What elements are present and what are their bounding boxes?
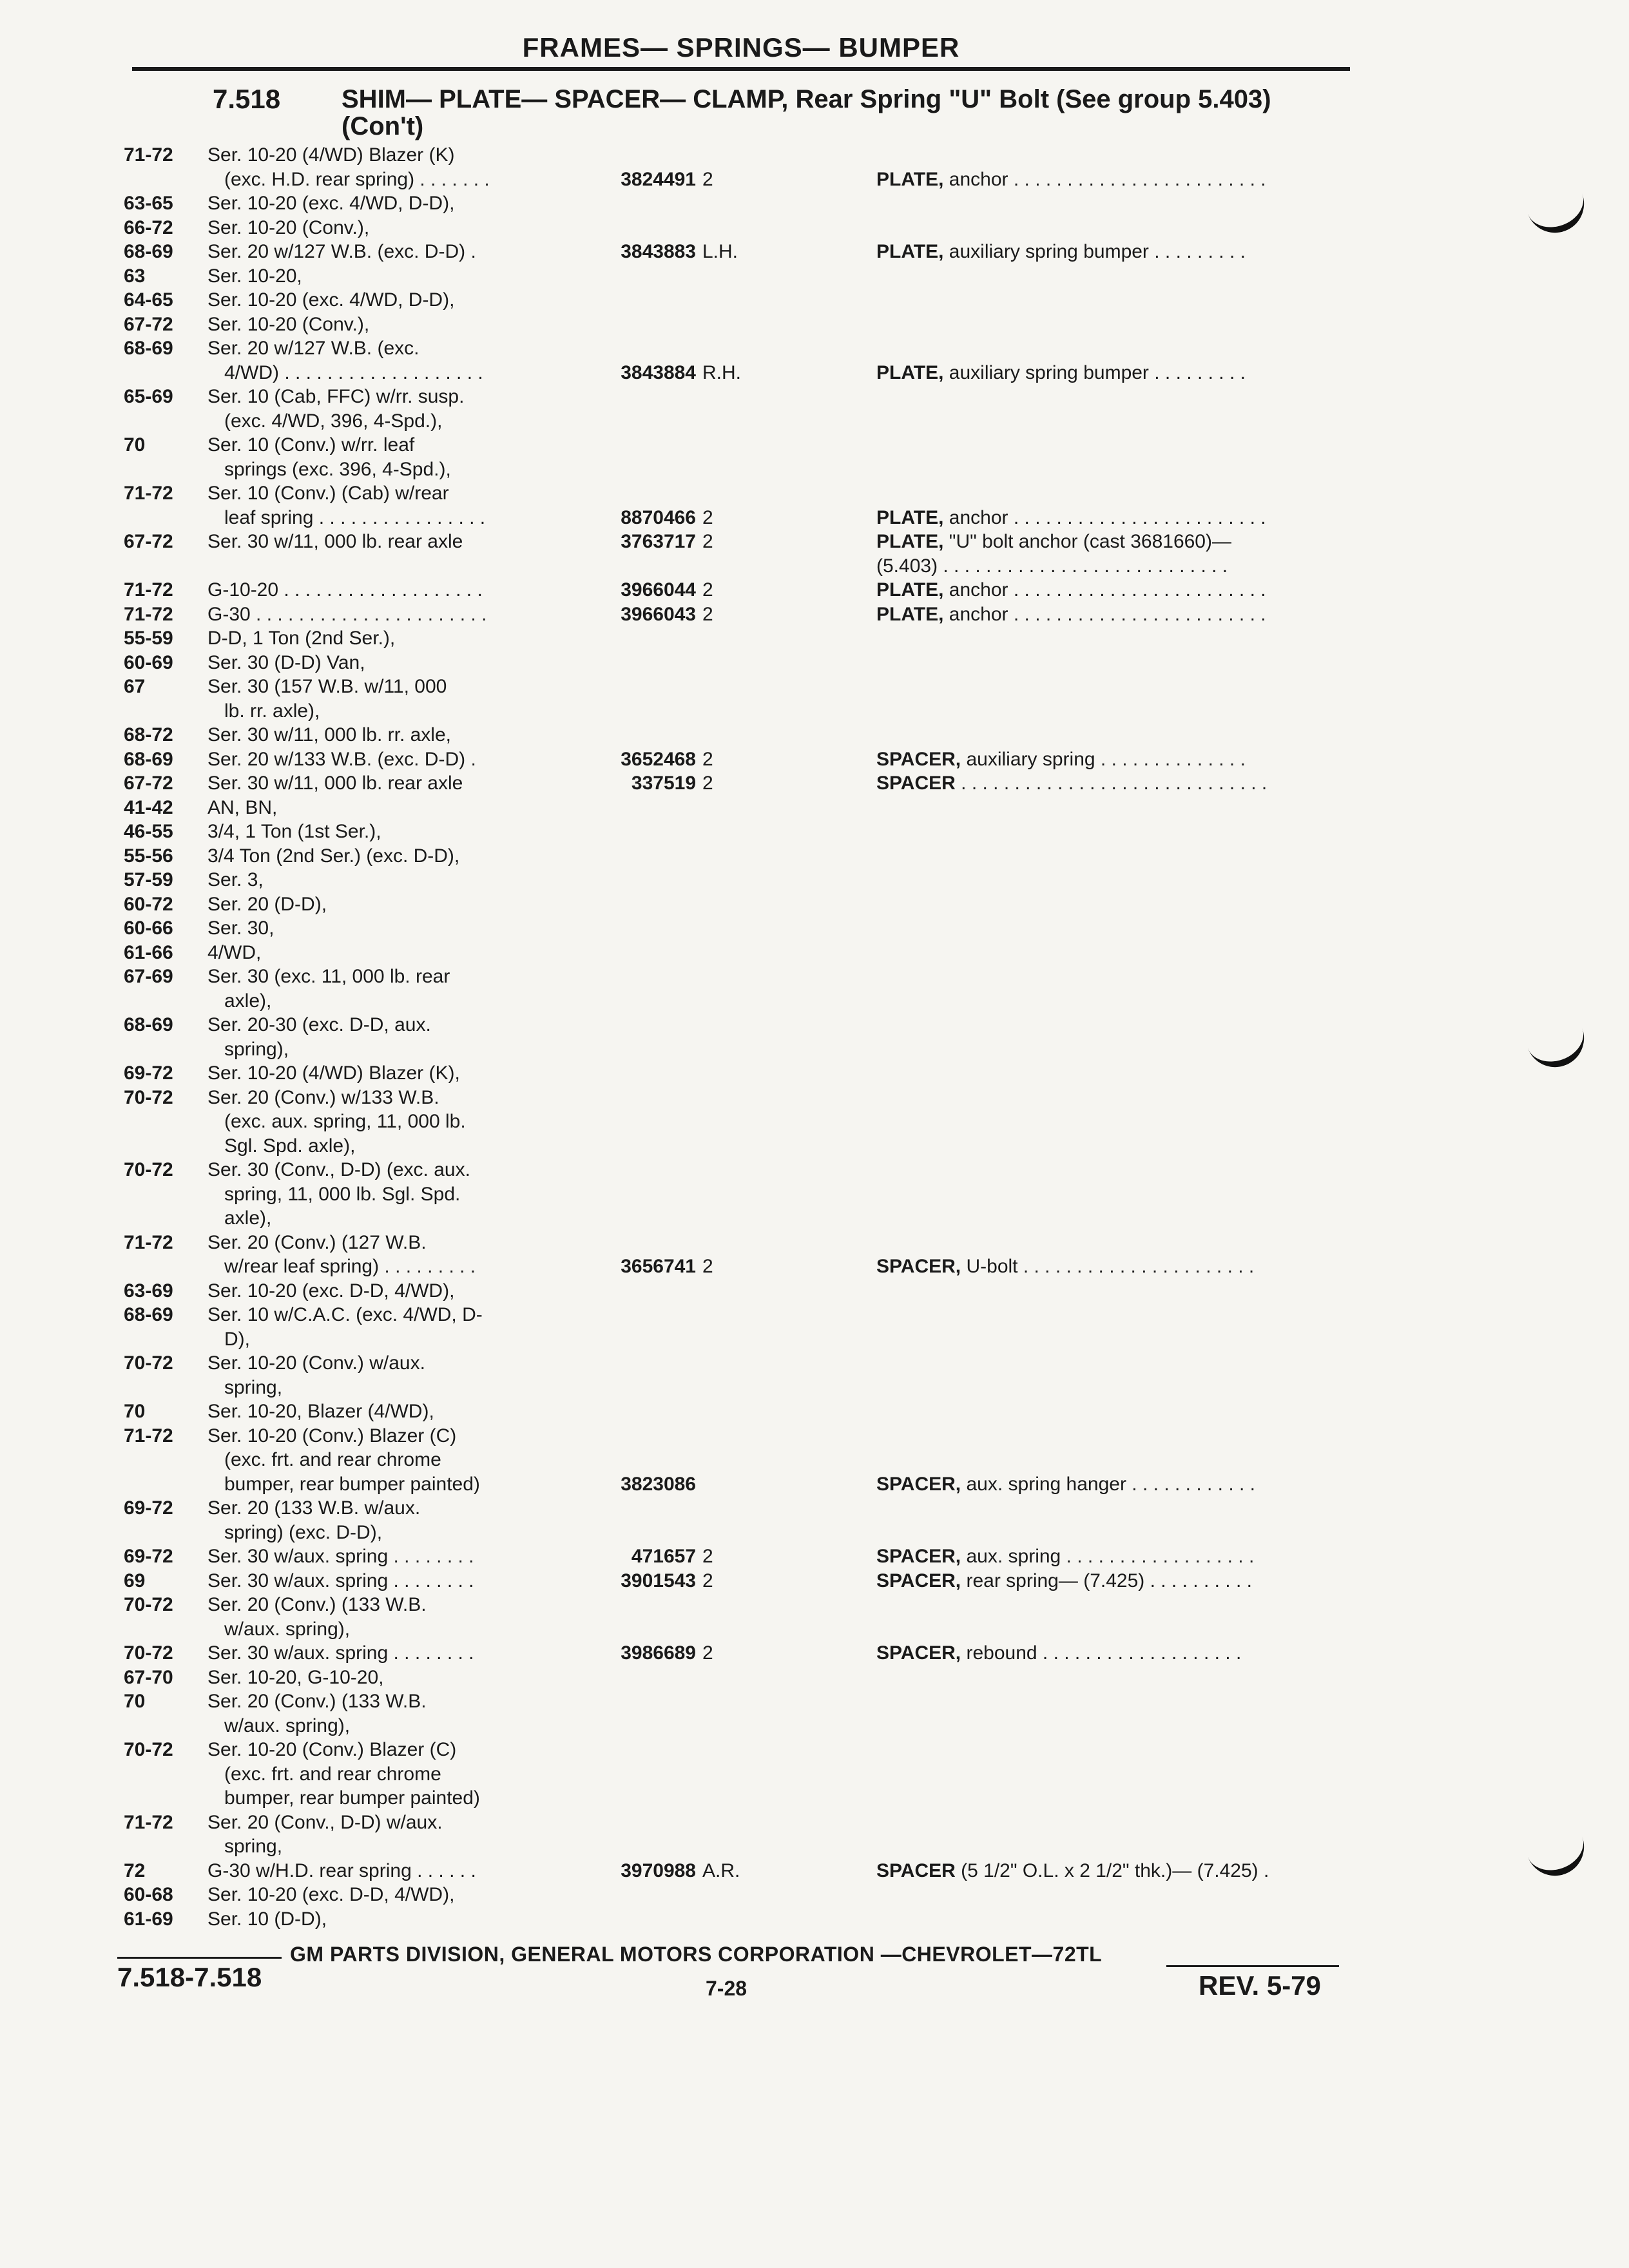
application-description: spring, (224, 1376, 283, 1398)
table-row (0, 1061, 1629, 1086)
footer-rule-left (117, 1957, 282, 1959)
part-number: 3901543 (621, 1570, 696, 1591)
application-description: Ser. 20 (Conv., D-D) w/aux. (207, 1811, 443, 1833)
part-name-keyword: PLATE, (876, 361, 944, 383)
application-description: Ser. 30 w/aux. spring . . . . . . . . (207, 1546, 474, 1567)
model-years: 71-72 (124, 1811, 173, 1833)
part-name (876, 554, 1353, 579)
table-row (0, 1834, 1629, 1859)
table-row (0, 1351, 1629, 1376)
application-description: Ser. 30 w/11, 000 lb. rr. axle, (207, 724, 451, 745)
part-name (876, 1859, 1353, 1883)
application-description: Ser. 30 w/11, 000 lb. rear axle (207, 531, 463, 552)
part-name-keyword: PLATE, (876, 506, 944, 528)
quantity: 2 (702, 579, 713, 601)
part-name (876, 1472, 1353, 1497)
table-row (0, 288, 1629, 312)
table-row (0, 1593, 1629, 1617)
model-years: 41-42 (124, 796, 173, 818)
model-years: 60-66 (124, 918, 173, 939)
table-row (0, 1496, 1629, 1521)
application-description: Ser. 20 w/127 W.B. (exc. (207, 338, 419, 359)
model-years: 68-69 (124, 338, 173, 359)
application-description: Ser. 20 w/133 W.B. (exc. D-D) . (207, 748, 476, 770)
part-number: 3652468 (621, 748, 696, 770)
table-row (0, 1472, 1629, 1497)
application-description: Ser. 20 (Conv.) (133 W.B. (207, 1594, 427, 1615)
table-row (0, 1569, 1629, 1593)
table-row (0, 1279, 1629, 1303)
quantity: 2 (702, 1642, 713, 1664)
table-row (0, 1666, 1629, 1690)
section-number: 7.518 (213, 84, 281, 114)
application-description: 4/WD, (207, 941, 262, 963)
quantity: 2 (702, 748, 713, 770)
quantity: 2 (702, 773, 713, 794)
application-description: 3/4, 1 Ton (1st Ser.), (207, 821, 381, 842)
table-row (0, 965, 1629, 989)
application-description: Ser. 20 (Conv.) (127 W.B. (207, 1231, 427, 1253)
application-description: Ser. 30 (exc. 11, 000 lb. rear (207, 966, 450, 987)
header-rule (132, 67, 1350, 71)
table-row (0, 554, 1629, 579)
model-years: 67-72 (124, 531, 173, 552)
footer-rule-right (1166, 1965, 1339, 1967)
application-description: Ser. 10-20, G-10-20, (207, 1666, 384, 1688)
application-description: Ser. 30, (207, 918, 275, 939)
application-description: axle), (224, 990, 272, 1012)
part-name (876, 1544, 1353, 1569)
table-row (0, 1134, 1629, 1158)
part-number: 3970988 (621, 1860, 696, 1881)
model-years: 71-72 (124, 1425, 173, 1446)
model-years: 71-72 (124, 579, 173, 601)
table-row (0, 989, 1629, 1014)
part-number: 3763717 (621, 531, 696, 552)
table-row (0, 506, 1629, 530)
model-years: 69-72 (124, 1062, 173, 1084)
part-number: 337519 (631, 773, 696, 794)
quantity: 2 (702, 1570, 713, 1591)
application-description: D), (224, 1328, 250, 1350)
part-name (876, 771, 1353, 796)
table-row (0, 1738, 1629, 1762)
application-description: Ser. 10-20, Blazer (4/WD), (207, 1401, 434, 1422)
part-name-detail: rebound . . . . . . . . . . . . . . . . . . . (961, 1642, 1242, 1664)
part-name (876, 1254, 1353, 1279)
table-row (0, 264, 1629, 289)
part-number: 3966044 (621, 579, 696, 601)
part-number: 471657 (631, 1546, 696, 1567)
table-row (0, 385, 1629, 409)
application-description: Sgl. Spd. axle), (224, 1135, 356, 1157)
table-row (0, 1859, 1629, 1883)
part-name-keyword: SPACER, (876, 1546, 961, 1567)
application-description: spring) (exc. D-D), (224, 1521, 383, 1543)
model-years: 70-72 (124, 1642, 173, 1664)
model-years: 46-55 (124, 821, 173, 842)
model-years: 70 (124, 434, 146, 456)
part-name-keyword: SPACER, (876, 1256, 961, 1277)
application-description: (exc. 4/WD, 396, 4-Spd.), (224, 410, 443, 432)
table-row (0, 723, 1629, 747)
part-name-keyword: SPACER, (876, 1473, 961, 1495)
model-years: 68-72 (124, 724, 173, 745)
table-row (0, 1907, 1629, 1932)
table-row (0, 1376, 1629, 1400)
application-description: spring, (224, 1836, 283, 1857)
table-row (0, 675, 1629, 699)
table-row (0, 651, 1629, 675)
table-row (0, 481, 1629, 506)
part-name-detail: anchor . . . . . . . . . . . . . . . . . . . . . . . . (943, 603, 1266, 625)
application-description: 3/4 Ton (2nd Ser.) (exc. D-D), (207, 845, 460, 867)
model-years: 70 (124, 1691, 146, 1712)
model-years: 60-72 (124, 893, 173, 915)
application-description: Ser. 10-20 (Conv.) Blazer (C) (207, 1425, 457, 1446)
application-description: Ser. 30 w/aux. spring . . . . . . . . (207, 1570, 474, 1591)
model-years: 70-72 (124, 1739, 173, 1760)
page-header: FRAMES— SPRINGS— BUMPER (522, 32, 960, 62)
table-row (0, 1521, 1629, 1545)
model-years: 70 (124, 1401, 146, 1422)
application-description: Ser. 30 (Conv., D-D) (exc. aux. (207, 1159, 470, 1180)
application-description: Ser. 30 (D-D) Van, (207, 651, 365, 673)
table-row (0, 1424, 1629, 1448)
table-row (0, 1399, 1629, 1424)
table-row (0, 1086, 1629, 1110)
application-description: Ser. 10-20 (4/WD) Blazer (K) (207, 144, 455, 166)
part-name (876, 578, 1353, 602)
model-years: 67 (124, 676, 146, 697)
part-name-detail: U-bolt . . . . . . . . . . . . . . . . . . . . . . (961, 1256, 1255, 1277)
model-years: 67-69 (124, 966, 173, 987)
model-years: 63 (124, 265, 146, 287)
application-description: (exc. frt. and rear chrome (224, 1449, 441, 1470)
part-name-detail: "U" bolt anchor (cast 3681660)— (943, 531, 1231, 552)
application-description: (exc. H.D. rear spring) . . . . . . . (224, 168, 490, 190)
part-name-detail: auxiliary spring bumper . . . . . . . . . (943, 361, 1246, 383)
part-number: 3843883 (621, 241, 696, 262)
table-row (0, 941, 1629, 965)
part-number: 3966043 (621, 603, 696, 625)
model-years: 61-66 (124, 941, 173, 963)
quantity: 2 (702, 531, 713, 552)
table-row (0, 1327, 1629, 1352)
table-row (0, 844, 1629, 869)
application-description: Ser. 30 w/aux. spring . . . . . . . . (207, 1642, 474, 1664)
application-description: Ser. 20 (D-D), (207, 893, 327, 915)
model-years: 57-59 (124, 869, 173, 890)
application-description: Ser. 20 (133 W.B. w/aux. (207, 1497, 421, 1519)
table-row (0, 1037, 1629, 1062)
table-row (0, 1231, 1629, 1255)
application-description: Ser. 10-20 (4/WD) Blazer (K), (207, 1062, 460, 1084)
model-years: 65-69 (124, 386, 173, 407)
table-row (0, 191, 1629, 216)
application-description: Ser. 10 (Conv.) w/rr. leaf (207, 434, 415, 456)
model-years: 68-69 (124, 1014, 173, 1035)
quantity: A.R. (702, 1860, 740, 1881)
application-description: Ser. 10-20 (Conv.) Blazer (C) (207, 1739, 457, 1760)
part-name-keyword: PLATE, (876, 531, 944, 552)
application-description: Ser. 30 (157 W.B. w/11, 000 (207, 676, 447, 697)
table-row (0, 1448, 1629, 1472)
table-row (0, 1013, 1629, 1037)
part-name-keyword: SPACER, (876, 1642, 961, 1664)
model-years: 70-72 (124, 1086, 173, 1108)
section-title: SHIM— PLATE— SPACER— CLAMP, Rear Spring "U" Bolt (See group 5.403) (Con't) (342, 85, 1271, 140)
table-row (0, 1254, 1629, 1279)
part-name-keyword: PLATE, (876, 241, 944, 262)
table-row (0, 602, 1629, 627)
model-years: 72 (124, 1860, 146, 1881)
table-row (0, 1158, 1629, 1182)
table-row (0, 699, 1629, 724)
application-description: w/rear leaf spring) . . . . . . . . . (224, 1256, 476, 1277)
model-years: 69-72 (124, 1546, 173, 1567)
table-row (0, 216, 1629, 240)
part-name (876, 747, 1353, 772)
model-years: 68-69 (124, 241, 173, 262)
part-name-detail: (5.403) . . . . . . . . . . . . . . . . . . . . . . . . . . . (876, 555, 1228, 577)
application-description: Ser. 10-20 (exc. D-D, 4/WD), (207, 1280, 455, 1302)
model-years: 71-72 (124, 483, 173, 504)
part-number: 3656741 (621, 1256, 696, 1277)
application-description: Ser. 10-20 (exc. D-D, 4/WD), (207, 1884, 455, 1905)
part-name-keyword: PLATE, (876, 603, 944, 625)
quantity: R.H. (702, 361, 741, 383)
table-row (0, 892, 1629, 917)
table-row (0, 530, 1629, 554)
application-description: AN, BN, (207, 796, 278, 818)
table-row (0, 771, 1629, 796)
table-row (0, 1714, 1629, 1738)
model-years: 67-70 (124, 1666, 173, 1688)
part-name-detail: aux. spring . . . . . . . . . . . . . . . . . . (961, 1546, 1255, 1567)
table-row (0, 1762, 1629, 1787)
application-description: Ser. 10 w/C.A.C. (exc. 4/WD, D- (207, 1304, 483, 1325)
model-years: 69 (124, 1570, 146, 1591)
part-number: 3843884 (621, 361, 696, 383)
table-row (0, 1786, 1629, 1811)
model-years: 67-72 (124, 313, 173, 335)
model-years: 70-72 (124, 1352, 173, 1374)
application-description: leaf spring . . . . . . . . . . . . . . . . (224, 506, 486, 528)
part-name (876, 361, 1353, 385)
application-description: axle), (224, 1207, 272, 1229)
table-row (0, 336, 1629, 361)
quantity: 2 (702, 1256, 713, 1277)
application-description: bumper, rear bumper painted) (224, 1787, 480, 1809)
part-number: 8870466 (621, 506, 696, 528)
table-row (0, 1110, 1629, 1134)
table-row (0, 916, 1629, 941)
table-row (0, 626, 1629, 651)
model-years: 63-65 (124, 193, 173, 214)
application-description: spring), (224, 1038, 289, 1060)
part-name-detail: auxiliary spring . . . . . . . . . . . . . . (961, 748, 1246, 770)
application-description: Ser. 20 (Conv.) w/133 W.B. (207, 1086, 439, 1108)
table-row (0, 868, 1629, 892)
application-description: Ser. 10 (Conv.) (Cab) w/rear (207, 483, 449, 504)
model-years: 71-72 (124, 603, 173, 625)
model-years: 60-69 (124, 651, 173, 673)
table-row (0, 409, 1629, 434)
table-row (0, 1641, 1629, 1666)
part-name-detail: aux. spring hanger . . . . . . . . . . . . (961, 1473, 1256, 1495)
application-description: spring, 11, 000 lb. Sgl. Spd. (224, 1183, 461, 1205)
table-row (0, 747, 1629, 772)
table-row (0, 796, 1629, 820)
model-years: 70-72 (124, 1159, 173, 1180)
quantity: 2 (702, 603, 713, 625)
application-description: G-30 w/H.D. rear spring . . . . . . (207, 1860, 476, 1881)
application-description: Ser. 20-30 (exc. D-D, aux. (207, 1014, 431, 1035)
part-name (876, 1569, 1353, 1593)
application-description: (exc. aux. spring, 11, 000 lb. (224, 1111, 466, 1132)
table-row (0, 1689, 1629, 1714)
model-years: 55-56 (124, 845, 173, 867)
application-description: Ser. 10-20 (exc. 4/WD, D-D), (207, 193, 455, 214)
model-years: 63-69 (124, 1280, 173, 1302)
application-description: w/aux. spring), (224, 1715, 351, 1736)
table-row (0, 1544, 1629, 1569)
table-row (0, 143, 1629, 168)
model-years: 64-65 (124, 289, 173, 311)
table-row (0, 361, 1629, 385)
application-description: Ser. 10 (Cab, FFC) w/rr. susp. (207, 386, 465, 407)
model-years: 67-72 (124, 773, 173, 794)
part-name-keyword: SPACER (876, 773, 956, 794)
application-description: Ser. 30 w/11, 000 lb. rear axle (207, 773, 463, 794)
model-years: 68-69 (124, 748, 173, 770)
table-row (0, 240, 1629, 264)
application-description: 4/WD) . . . . . . . . . . . . . . . . . . . (224, 361, 483, 383)
table-row (0, 1617, 1629, 1642)
part-name (876, 506, 1353, 530)
application-description: G-30 . . . . . . . . . . . . . . . . . . . . . . (207, 603, 487, 625)
table-row (0, 1206, 1629, 1231)
part-number: 3986689 (621, 1642, 696, 1664)
part-name (876, 240, 1353, 264)
quantity: 2 (702, 506, 713, 528)
part-name-detail: . . . . . . . . . . . . . . . . . . . . . . . . . . . . . (955, 773, 1268, 794)
part-name-detail: (5 1/2" O.L. x 2 1/2" thk.)— (7.425) . (955, 1860, 1269, 1881)
table-row (0, 578, 1629, 602)
application-description: Ser. 10-20, (207, 265, 302, 287)
application-description: Ser. 20 w/127 W.B. (exc. D-D) . (207, 241, 476, 262)
table-row (0, 1883, 1629, 1907)
quantity: L.H. (702, 241, 738, 262)
application-description: Ser. 10-20 (Conv.), (207, 216, 370, 238)
footer-page-number: 7-28 (706, 1977, 747, 2000)
footer-range: 7.518-7.518 (117, 1962, 262, 1992)
application-description: bumper, rear bumper painted) (224, 1473, 480, 1495)
part-name-detail: anchor . . . . . . . . . . . . . . . . . . . . . . . . (943, 579, 1266, 601)
part-name (876, 602, 1353, 627)
quantity: 2 (702, 1546, 713, 1567)
model-years: 68-69 (124, 1304, 173, 1325)
part-name-keyword: PLATE, (876, 168, 944, 190)
part-number: 3823086 (621, 1473, 696, 1495)
model-years: 61-69 (124, 1908, 173, 1930)
part-name-detail: rear spring— (7.425) . . . . . . . . . . (961, 1570, 1252, 1591)
part-number: 3824491 (621, 168, 696, 190)
application-description: Ser. 10-20 (Conv.), (207, 313, 370, 335)
footer-corporation: GM PARTS DIVISION, GENERAL MOTORS CORPORATION —CHEVROLET—72TL (290, 1943, 1103, 1966)
application-description: springs (exc. 396, 4-Spd.), (224, 458, 451, 480)
part-name (876, 1641, 1353, 1666)
application-description: Ser. 10 (D-D), (207, 1908, 327, 1930)
application-description: D-D, 1 Ton (2nd Ser.), (207, 628, 396, 649)
parts-list (0, 143, 1629, 1931)
model-years: 60-68 (124, 1884, 173, 1905)
part-name-detail: anchor . . . . . . . . . . . . . . . . . . . . . . . . (943, 506, 1266, 528)
table-row (0, 312, 1629, 337)
model-years: 71-72 (124, 1231, 173, 1253)
part-name (876, 168, 1353, 192)
table-row (0, 820, 1629, 844)
application-description: Ser. 20 (Conv.) (133 W.B. (207, 1691, 427, 1712)
part-name-keyword: SPACER (876, 1860, 956, 1881)
application-description: Ser. 10-20 (exc. 4/WD, D-D), (207, 289, 455, 311)
part-name-detail: auxiliary spring bumper . . . . . . . . . (943, 241, 1246, 262)
application-description: Ser. 3, (207, 869, 264, 890)
model-years: 70-72 (124, 1594, 173, 1615)
footer-revision: REV. 5-79 (1199, 1970, 1321, 2001)
application-description: (exc. frt. and rear chrome (224, 1763, 441, 1785)
part-name-keyword: SPACER, (876, 748, 961, 770)
table-row (0, 168, 1629, 192)
table-row (0, 1182, 1629, 1207)
part-name-keyword: SPACER, (876, 1570, 961, 1591)
application-description: G-10-20 . . . . . . . . . . . . . . . . . . . (207, 579, 483, 601)
model-years: 66-72 (124, 216, 173, 238)
part-name-detail: anchor . . . . . . . . . . . . . . . . . . . . . . . . (943, 168, 1266, 190)
model-years: 71-72 (124, 144, 173, 166)
model-years: 55-59 (124, 628, 173, 649)
application-description: Ser. 10-20 (Conv.) w/aux. (207, 1352, 425, 1374)
table-row (0, 1811, 1629, 1835)
application-description: lb. rr. axle), (224, 700, 320, 722)
part-name (876, 530, 1353, 554)
quantity: 2 (702, 168, 713, 190)
application-description: w/aux. spring), (224, 1618, 351, 1640)
table-row (0, 457, 1629, 482)
model-years: 69-72 (124, 1497, 173, 1519)
table-row (0, 1303, 1629, 1327)
table-row (0, 433, 1629, 457)
part-name-keyword: PLATE, (876, 579, 944, 601)
